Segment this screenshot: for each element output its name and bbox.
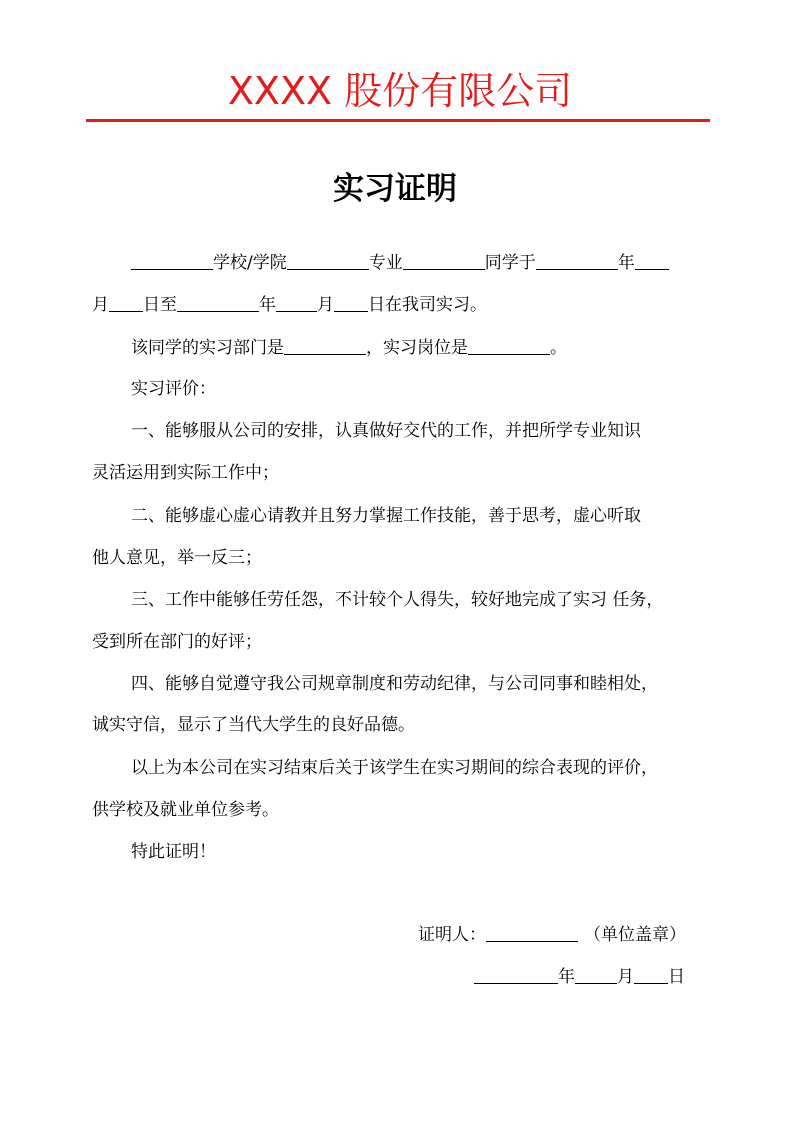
major-label: 专业 — [368, 253, 403, 273]
paragraph-line: 他人意见，举一反三； — [92, 548, 262, 568]
paragraph-line: 供学校及就业单位参考。 — [92, 800, 279, 820]
info-line-2 — [92, 293, 487, 317]
day-to-label: 日至 — [143, 295, 177, 315]
sign-year-label: 年 — [558, 967, 575, 987]
sign-day-label: 日 — [668, 967, 685, 987]
seal-note: （单位盖章） — [584, 925, 686, 945]
paragraph-line: 诚实守信，显示了当代大学生的良好品德。 — [92, 715, 415, 735]
start-year-label: 年 — [617, 253, 635, 273]
dept-blank[interactable] — [284, 336, 366, 355]
end-day-blank[interactable] — [334, 293, 368, 312]
sign-month-label: 月 — [617, 967, 634, 987]
info-line-1 — [131, 251, 669, 275]
student-label: 同学于 — [484, 253, 536, 273]
end-month-blank[interactable] — [276, 293, 317, 312]
end-day-label: 日在我司实习。 — [368, 295, 487, 315]
company-name: XXXX 股份有限公司 — [227, 69, 573, 113]
header-divider — [86, 119, 710, 122]
info-line-3 — [131, 336, 567, 360]
dept-label: 该同学的实习部门是 — [131, 338, 284, 358]
major-blank[interactable] — [287, 251, 369, 270]
paragraph-line: 二、能够虚心虚心请教并且努力掌握工作技能，善于思考，虚心听取 — [131, 506, 641, 526]
page-title: 实习证明 — [333, 171, 457, 207]
paragraph-line: 一、能够服从公司的安排，认真做好交代的工作，并把所学专业知识 — [131, 421, 641, 441]
paragraph-line: 灵活运用到实际工作中； — [92, 463, 279, 483]
certifier-blank[interactable] — [486, 923, 578, 942]
end-year-label: 年 — [259, 295, 276, 315]
sign-month-blank[interactable] — [575, 965, 617, 984]
start-month-blank[interactable] — [635, 251, 669, 270]
evaluation-heading: 实习评价： — [131, 379, 216, 399]
line3-end: 。 — [550, 338, 567, 358]
closing-statement: 特此证明！ — [131, 842, 216, 862]
certifier-line — [418, 923, 686, 947]
end-year-blank[interactable] — [177, 293, 259, 312]
start-year-blank[interactable] — [536, 251, 618, 270]
paragraph-line: 三、工作中能够任劳任怨，不计较个人得失，较好地完成了实习 任务， — [131, 590, 664, 610]
end-month-label: 月 — [317, 295, 334, 315]
student-blank[interactable] — [403, 251, 485, 270]
start-month-label: 月 — [92, 295, 109, 315]
school-blank[interactable] — [131, 251, 213, 270]
post-blank[interactable] — [468, 336, 550, 355]
paragraph-line: 四、能够自觉遵守我公司规章制度和劳动纪律，与公司同事和睦相处， — [131, 674, 658, 694]
school-label: 学校/学院 — [213, 253, 287, 273]
post-label: ，实习岗位是 — [366, 338, 468, 358]
certifier-label: 证明人： — [418, 925, 486, 945]
start-day-blank[interactable] — [109, 293, 143, 312]
paragraph-line: 以上为本公司在实习结束后关于该学生在实习期间的综合表现的评价， — [131, 758, 658, 778]
paragraph-line: 受到所在部门的好评； — [92, 632, 262, 652]
signature-date — [474, 965, 685, 989]
sign-day-blank[interactable] — [634, 965, 668, 984]
sign-year-blank[interactable] — [474, 965, 558, 984]
